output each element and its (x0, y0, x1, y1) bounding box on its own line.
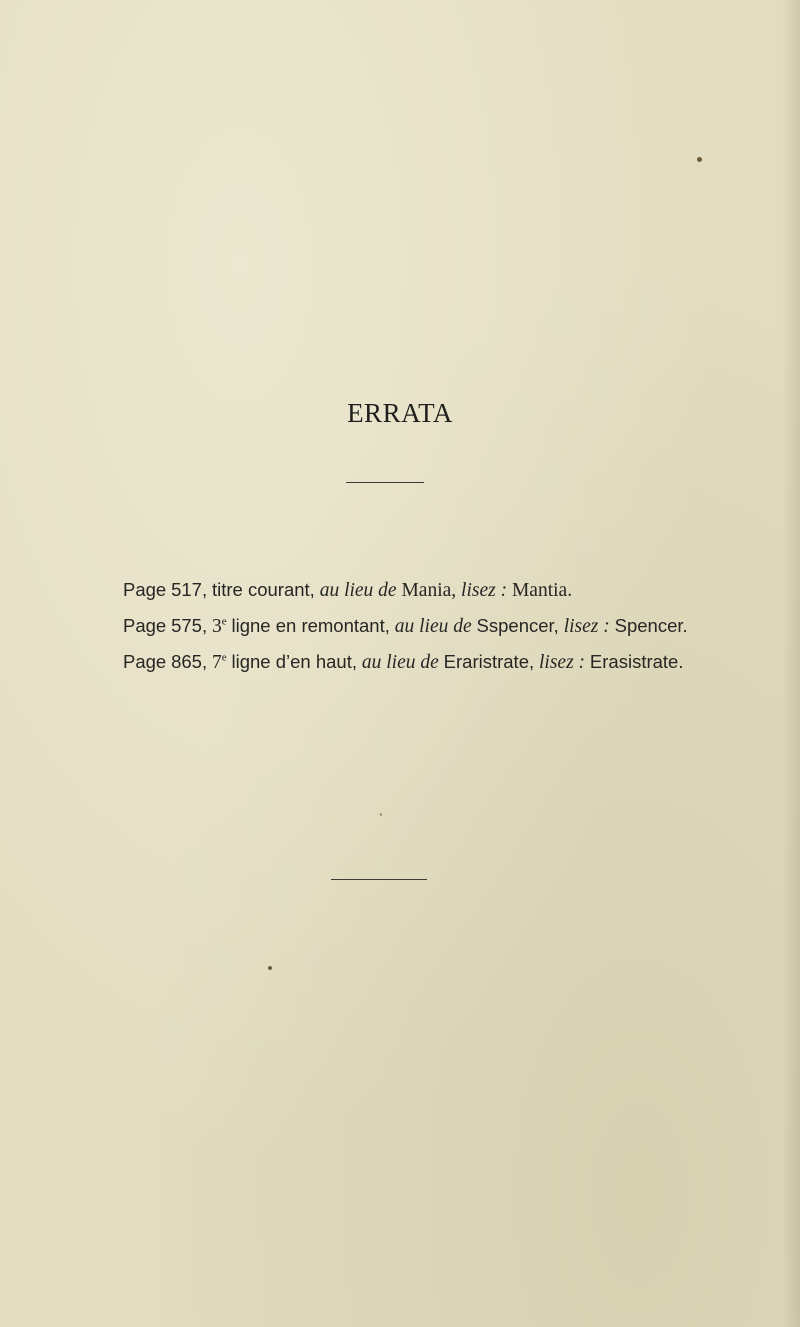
entry-read-label: lisez : (563, 616, 610, 637)
entry-page-number: 865, (171, 651, 208, 672)
errata-entry (123, 572, 688, 608)
page-edge-shadow (782, 0, 800, 1327)
entry-line-ordinal (212, 652, 227, 673)
entry-location: titre courant, (211, 579, 315, 600)
entry-page-label: Page (123, 615, 167, 636)
errata-entry (123, 608, 688, 644)
entry-wrong-text: Mania, (401, 580, 457, 601)
entry-correct-text: Spencer. (614, 615, 688, 636)
entry-instead-of: au lieu de (319, 580, 397, 601)
entry-page-label: Page (123, 579, 167, 600)
errata-title: ERRATA (347, 398, 453, 428)
entry-page-number: 575, (171, 615, 208, 636)
paper-speck (268, 966, 272, 970)
entry-ordinal-number: 3 (211, 616, 222, 637)
errata-list (123, 572, 688, 680)
entry-correct-text: Mantia. (511, 580, 573, 601)
errata-entry (123, 644, 688, 680)
footer-divider (331, 879, 427, 880)
entry-ordinal-suffix: e (221, 651, 227, 664)
paper-speck (697, 157, 702, 162)
entry-page-number: 517, (171, 579, 208, 600)
entry-correct-text: Erasistrate. (589, 651, 684, 672)
entry-line-ordinal (212, 616, 227, 637)
paper-speck (380, 813, 382, 816)
entry-wrong-text: Eraristrate, (443, 651, 535, 672)
entry-location: ligne en remontant, (231, 615, 390, 636)
entry-wrong-text: Sspencer, (476, 615, 559, 636)
entry-instead-of: au lieu de (361, 652, 439, 673)
entry-location: ligne d’en haut, (231, 651, 357, 672)
entry-ordinal-suffix: e (221, 615, 227, 628)
entry-instead-of: au lieu de (394, 616, 472, 637)
entry-read-label: lisez : (461, 580, 508, 601)
entry-ordinal-number: 7 (211, 652, 222, 673)
title-divider (346, 482, 424, 483)
entry-read-label: lisez : (539, 652, 586, 673)
entry-page-label: Page (123, 651, 167, 672)
